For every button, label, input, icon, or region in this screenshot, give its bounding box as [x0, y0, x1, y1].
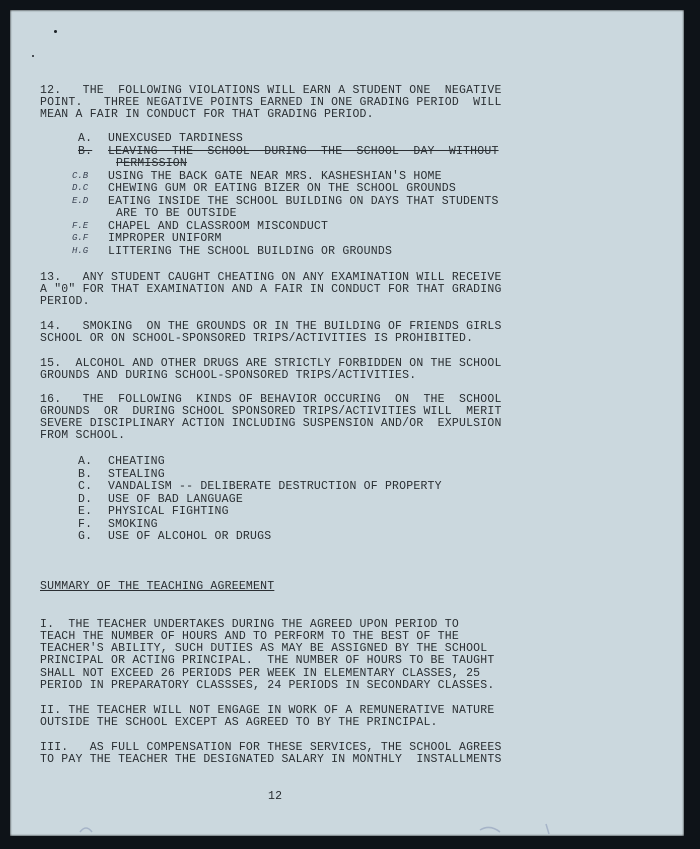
summary-III-line: III. AS FULL COMPENSATION FOR THESE SERVICES, THE SCHOOL AGREES: [40, 741, 502, 754]
para-12-line: 12. THE FOLLOWING VIOLATIONS WILL EARN A STUDENT ONE NEGATIVE: [40, 84, 502, 97]
list-item-cont: PERMISSION: [116, 157, 188, 170]
para-13-line: A "0" FOR THAT EXAMINATION AND A FAIR IN CONDUCT FOR THAT GRADING: [40, 283, 502, 296]
list-item: IMPROPER UNIFORM: [108, 232, 222, 245]
list-item: USE OF BAD LANGUAGE: [108, 493, 243, 506]
list-item: VANDALISM -- DELIBERATE DESTRUCTION OF PROPERTY: [108, 480, 442, 493]
list-marker: A.: [78, 132, 93, 145]
para-14-line: 14. SMOKING ON THE GROUNDS OR IN THE BUILDING OF FRIENDS GIRLS: [40, 320, 502, 333]
handwritten-letter: C.B: [72, 171, 89, 181]
summary-III-line: TO PAY THE TEACHER THE DESIGNATED SALARY IN MONTHLY INSTALLMENTS: [40, 753, 502, 766]
handwritten-letter: E.D: [72, 196, 89, 206]
list-marker: B.: [78, 145, 93, 158]
list-item: SMOKING: [108, 518, 158, 531]
summary-II-line: II. THE TEACHER WILL NOT ENGAGE IN WORK OF A REMUNERATIVE NATURE: [40, 704, 495, 717]
list-marker: D.: [78, 493, 93, 506]
list-item: CHEATING: [108, 455, 165, 468]
para-16-line: SEVERE DISCIPLINARY ACTION INCLUDING SUSPENSION AND/OR EXPULSION: [40, 417, 502, 430]
para-13-line: PERIOD.: [40, 295, 90, 308]
para-13-line: 13. ANY STUDENT CAUGHT CHEATING ON ANY EXAMINATION WILL RECEIVE: [40, 271, 502, 284]
list-item: CHAPEL AND CLASSROOM MISCONDUCT: [108, 220, 329, 233]
summary-II-line: OUTSIDE THE SCHOOL EXCEPT AS AGREED TO BY THE PRINCIPAL.: [40, 716, 438, 729]
document-page: [10, 10, 684, 836]
list-item: EATING INSIDE THE SCHOOL BUILDING ON DAYS THAT STUDENTS: [108, 195, 499, 208]
list-marker: C.: [78, 480, 93, 493]
summary-I-line: TEACH THE NUMBER OF HOURS AND TO PERFORM TO THE BEST OF THE: [40, 630, 459, 643]
summary-I-line: PERIOD IN PREPARATORY CLASSSES, 24 PERIODS IN SECONDARY CLASSES.: [40, 679, 495, 692]
para-14-line: SCHOOL OR ON SCHOOL-SPONSORED TRIPS/ACTIVITIES IS PROHIBITED.: [40, 332, 474, 345]
list-item: LITTERING THE SCHOOL BUILDING OR GROUNDS: [108, 245, 393, 258]
list-item: STEALING: [108, 468, 165, 481]
page-number: 12: [268, 790, 283, 803]
section-heading: SUMMARY OF THE TEACHING AGREEMENT: [40, 580, 275, 593]
para-15-line: GROUNDS AND DURING SCHOOL-SPONSORED TRIPS/ACTIVITIES.: [40, 369, 417, 382]
list-item-struck: LEAVING THE SCHOOL DURING THE SCHOOL DAY WITHOUT: [108, 145, 499, 158]
para-12-line: MEAN A FAIR IN CONDUCT FOR THAT GRADING PERIOD.: [40, 108, 374, 121]
list-marker: F.: [78, 518, 93, 531]
list-marker: B.: [78, 468, 93, 481]
list-marker: E.: [78, 505, 93, 518]
handwritten-letter: H.G: [72, 246, 89, 256]
list-item: CHEWING GUM OR EATING BIZER ON THE SCHOOL GROUNDS: [108, 182, 456, 195]
list-item: USING THE BACK GATE NEAR MRS. KASHESHIAN'S HOME: [108, 170, 442, 183]
bleed-through-marks: [10, 810, 684, 836]
summary-I-line: TEACHER'S ABILITY, SUCH DUTIES AS MAY BE ASSIGNED BY THE SCHOOL: [40, 642, 488, 655]
para-16-line: FROM SCHOOL.: [40, 429, 126, 442]
punch-dot: [32, 55, 34, 57]
list-marker: G.: [78, 530, 93, 543]
handwritten-letter: G.F: [72, 233, 89, 243]
para-16-line: 16. THE FOLLOWING KINDS OF BEHAVIOR OCCURING ON THE SCHOOL: [40, 393, 502, 406]
para-12-line: POINT. THREE NEGATIVE POINTS EARNED IN ONE GRADING PERIOD WILL: [40, 96, 502, 109]
list-item: USE OF ALCOHOL OR DRUGS: [108, 530, 272, 543]
summary-I-line: SHALL NOT EXCEED 26 PERIODS PER WEEK IN ELEMENTARY CLASSES, 25: [40, 667, 481, 680]
punch-dot: [54, 30, 57, 33]
list-marker: A.: [78, 455, 93, 468]
summary-I-line: I. THE TEACHER UNDERTAKES DURING THE AGREED UPON PERIOD TO: [40, 618, 459, 631]
list-item: UNEXCUSED TARDINESS: [108, 132, 243, 145]
summary-I-line: PRINCIPAL OR ACTING PRINCIPAL. THE NUMBER OF HOURS TO BE TAUGHT: [40, 654, 495, 667]
handwritten-letter: D.C: [72, 183, 89, 193]
handwritten-letter: F.E: [72, 221, 89, 231]
list-item: PHYSICAL FIGHTING: [108, 505, 229, 518]
para-15-line: 15. ALCOHOL AND OTHER DRUGS ARE STRICTLY FORBIDDEN ON THE SCHOOL: [40, 357, 502, 370]
list-item-cont: ARE TO BE OUTSIDE: [116, 207, 237, 220]
para-16-line: GROUNDS OR DURING SCHOOL SPONSORED TRIPS/ACTIVITIES WILL MERIT: [40, 405, 502, 418]
